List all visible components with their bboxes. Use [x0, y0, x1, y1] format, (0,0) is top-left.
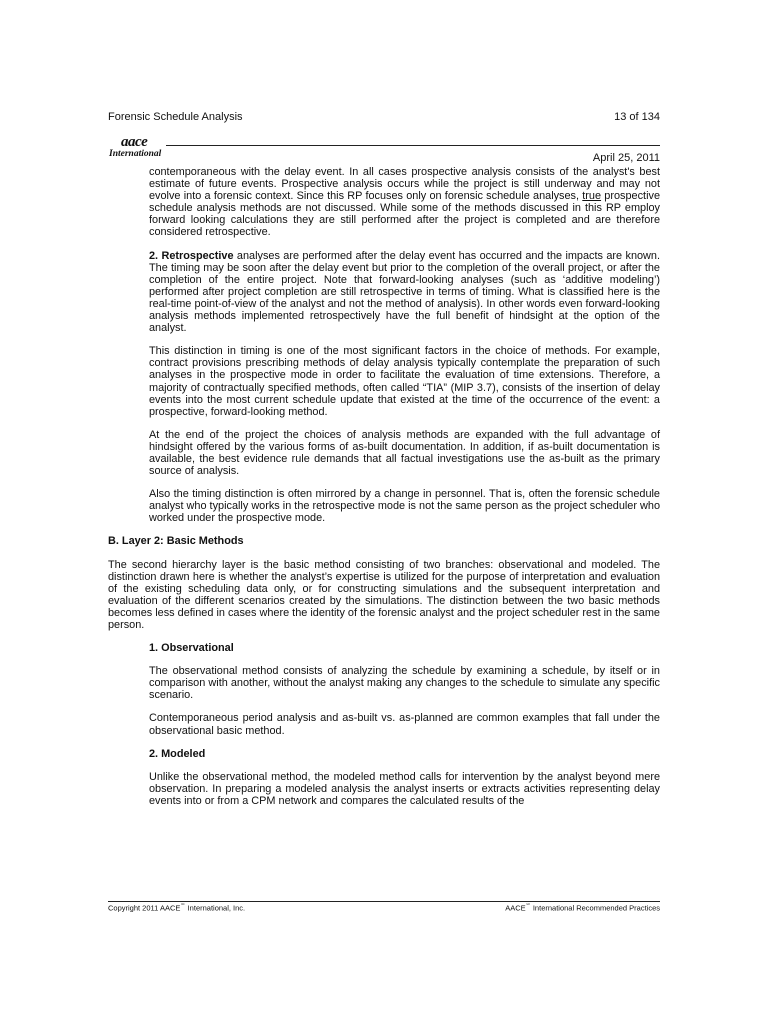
header-page-number: 13 of 134	[614, 111, 660, 123]
footer-series	[505, 903, 660, 913]
paragraph-text: prospective schedule analysis methods are not discussed. While some of the methods discussed in this RP employ forward looking calculations they are still performed after the project is completed and are therefore considered retrospective.	[149, 190, 660, 239]
paragraph-prospective	[108, 166, 660, 239]
header-date: April 25, 2011	[592, 152, 660, 164]
paragraph-observational: The observational method consists of analyzing the schedule by examining a schedule, by itself or in comparison with another, without the analyst making any changes to the schedule to simulate any specific scenario.	[149, 665, 660, 702]
footer-text: Copyright 2011 AACE	[108, 903, 181, 913]
paragraph-retrospective	[108, 250, 660, 335]
footer-copyright	[108, 903, 245, 913]
paragraph-personnel: Also the timing distinction is often mirrored by a change in personnel. That is, often the forensic schedule analyst who typically works in the retrospective mode is not the same person as the project scheduler who worked under the prospective mode.	[149, 488, 660, 525]
paragraph-observational-examples: Contemporaneous period analysis and as-built vs. as-planned are common examples that fall under the observational basic method.	[149, 712, 660, 737]
header-doc-title: Forensic Schedule Analysis	[108, 111, 243, 123]
paragraph-timing-distinction: This distinction in timing is one of the most significant factors in the choice of methods. For example, contract provisions prescribing methods of delay analysis typically contemplate the preparation of such analyses in the prospective mode in order to facilitate the evaluation of time extensions. Therefore, a majority of contractually specified methods, often called “TIA” (MIP 3.7), consists of the insertion of delay events into the most current schedule update that existed at the time of the occurrence of the event: a prospective, forward-looking method.	[149, 345, 660, 418]
subheading-observational: 1. Observational	[149, 642, 234, 655]
paragraph-lead-bold: 2. Retrospective	[149, 249, 234, 262]
body-text	[108, 166, 660, 818]
header-rule	[166, 145, 660, 146]
underlined-word: true	[582, 190, 602, 203]
subheading-modeled: 2. Modeled	[149, 747, 206, 760]
paragraph-end-of-project: At the end of the project the choices of analysis methods are expanded with the full advantage of hindsight offered by the various forms of as-built documentation. In addition, if as-built documentation is available, the best evidence rule demands that all factual investigations use the as-built as the primary source of analysis.	[149, 428, 660, 478]
logo-text-bottom: International	[109, 149, 162, 159]
service-mark: ℠	[180, 903, 186, 909]
paragraph-basic-methods: The second hierarchy layer is the basic method consisting of two branches: observational and modeled. The distinction drawn here is whether the analyst’s expertise is utilized for the purpose of interpretation and evaluation of the existing scheduling data only, or for constructing simulations and the subsequent interpretation and evaluation of the different scenarios created by the simulations. The distinction between the two basic methods becomes less defined in cases where the identity of the forensic analyst and the project scheduler rest in the same person.	[108, 558, 660, 631]
logo-text-top: aace	[121, 134, 148, 150]
paragraph-text: contemporaneous with the delay event. In all cases prospective analysis consists of the analyst's best estimate of future events. Prospective analysis occurs while the project is still underway and may not evolve into a forensic context. Since this RP focuses only on forensic schedule analyses,	[149, 166, 660, 203]
aace-logo	[108, 136, 174, 162]
footer-rule	[108, 901, 660, 902]
footer-text: International, Inc.	[185, 903, 246, 913]
footer-text: AACE	[505, 903, 526, 913]
paragraph-text: analyses are performed after the delay event has occurred and the impacts are known. The timing may be soon after the delay event but prior to the completion of the overall project, or after the completion of the entire project. Note that forward-looking analyses (such as ‘additive modeling’) performed after project completion are still retrospective in terms of timing. What is classified here is the real-time point-of-view of the analyst and not the method of analysis). In other words even forward-looking analysis methods implemented retrospectively have the full benefit of hindsight at the option of the analyst.	[149, 249, 661, 335]
paragraph-modeled: Unlike the observational method, the modeled method calls for intervention by the analyst beyond mere observation. In preparing a modeled analysis the analyst inserts or extracts activities representing delay events into or from a CPM network and compares the calculated results of the	[149, 770, 660, 807]
service-mark: ℠	[525, 903, 531, 909]
section-heading-layer2: B. Layer 2: Basic Methods	[108, 535, 244, 548]
footer-text: International Recommended Practices	[530, 903, 660, 913]
